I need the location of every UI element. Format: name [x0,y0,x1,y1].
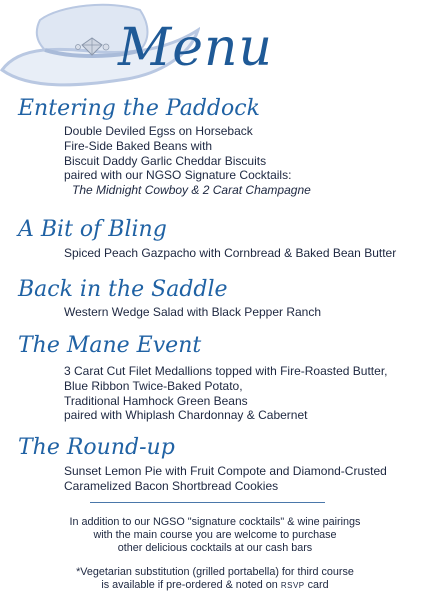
note-line [0,579,430,593]
menu-item: Traditional Hamhock Green Beans [64,393,248,408]
menu-item: paired with Whiplash Chardonnay & Cabernet [64,408,308,423]
note-line: *Vegetarian substitution (grilled portabella) for third course [76,566,354,578]
note-line: with the main course you are welcome to purchase [93,528,337,541]
note-text: is available if pre-ordered & noted on [101,578,278,591]
menu-item: Fire-Side Baked Beans with [64,138,213,153]
section-items-the-round-up [64,464,387,494]
menu-item: Sunset Lemon Pie with Fruit Compote and Diamond-Crusted [64,464,387,478]
note-line: In addition to our NGSO "signature cocktails" & wine pairings [69,516,361,528]
cocktail-pairing: The Midnight Cowboy & 2 Carat Champagne [72,183,311,198]
cocktail-note [0,516,430,554]
note-line: other delicious cocktails at our cash bars [117,541,313,554]
menu-item: Biscuit Daddy Garlic Cheddar Biscuits [64,153,267,168]
section-heading-the-mane-event: The Mane Event [18,333,202,358]
section-heading-back-in-the-saddle: Back in the Saddle [18,277,228,302]
section-items-a-bit-of-bling [64,246,396,261]
divider [90,502,325,503]
menu-item: paired with our NGSO Signature Cocktails: [64,168,292,183]
menu-item: Double Deviled Egss on Horseback [64,124,253,138]
page-title: Menu [118,18,273,78]
menu-item: Blue Ribbon Twice-Baked Potato, [64,378,243,393]
section-heading-the-round-up: The Round-up [18,435,175,460]
rsvp-label: RSVP [280,580,305,590]
note-text: card [307,578,329,591]
menu-item: 3 Carat Cut Filet Medallions topped with Fire-Roasted Butter, [64,364,388,378]
menu-item: Spiced Peach Gazpacho with Cornbread & Baked Bean Butter [64,246,397,260]
vegetarian-note [0,566,430,593]
menu-item: Western Wedge Salad with Black Pepper Ranch [64,305,322,319]
section-heading-entering-the-paddock: Entering the Paddock [18,96,260,121]
section-items-back-in-the-saddle [64,305,321,320]
menu-item: Caramelized Bacon Shortbread Cookies [64,478,279,493]
section-heading-a-bit-of-bling: A Bit of Bling [18,217,167,242]
section-items-entering-the-paddock [64,124,311,198]
section-items-the-mane-event [64,364,387,423]
